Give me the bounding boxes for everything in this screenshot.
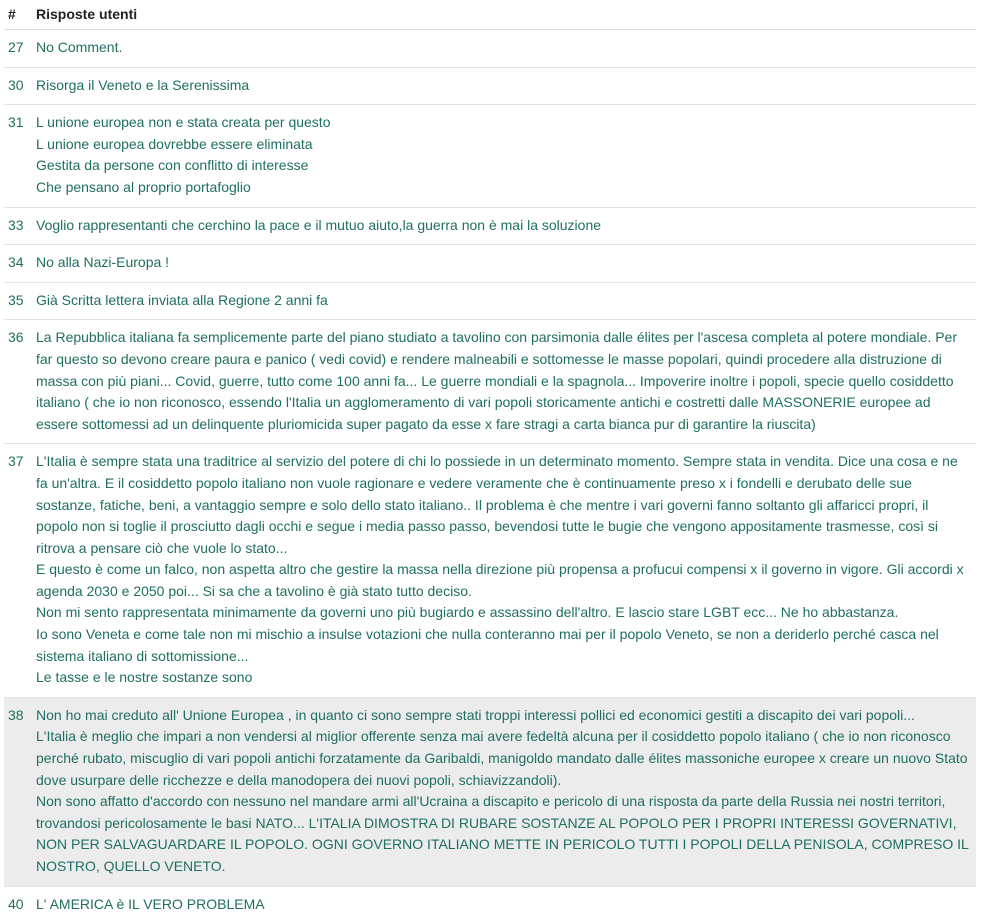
response-line: Io sono Veneta e come tale non mi mischio a insulse votazioni che nulla conteranno mai per il popolo Veneto, se non a deriderlo perché casca nel sistema italiano di sottomissione... — [36, 626, 939, 664]
response-text — [32, 105, 976, 207]
table-row — [4, 886, 976, 923]
response-line: Gestita da persone con conflitto di interesse — [36, 157, 309, 174]
response-line: L'Italia è meglio che impari a non vendersi al miglior offerente senza mai avere fedeltà alcuna per il cosiddetto popolo italiano ( che io non riconosco perché rubato, miscuglio di vari popoli antichi forzatamente da Garibaldi, manigoldo mandato dalle élites massoniche europee x creare un nuovo Stato dove usurpare delle ricchezze e della manodopera dei nuovi popoli, schiavizzandoli). — [36, 728, 968, 788]
response-text — [32, 67, 976, 105]
response-line: Voglio rappresentanti che cerchino la pace e il mutuo aiuto,la guerra non è mai la soluzione — [36, 216, 602, 233]
response-line: Già Scritta lettera inviata alla Regione 2 anni fa — [36, 291, 328, 308]
response-text — [32, 30, 976, 68]
response-line: Non ho mai creduto all' Unione Europea , in quanto ci sono sempre stati troppi interessi pollici ed economici gestiti a discapito dei vari popoli... — [36, 706, 915, 723]
table-row — [4, 30, 976, 68]
table-row — [4, 105, 976, 207]
response-line: Non mi sento rappresentata minimamente da governi uno più bugiardo e assassino dell'altro. E lascio stare LGBT ecc... Ne ho abbastanza. — [36, 604, 899, 621]
row-number: 30 — [4, 67, 32, 105]
response-line: L'Italia è sempre stata una traditrice al servizio del potere di chi lo possiede in un determinato momento. Sempre stata in vendita. Dice una cosa e ne fa un'altra. E il cosiddetto popolo italiano non vuole ragionare e vedere veramente che è continuamente preso x i fondelli e derubato delle sue sostanze, fatiche, beni, a vantaggio sempre e solo dello stato italiano.. Il problema è che mentre i vari governi fanno soltanto gli affaricci propri, il popolo non si toglie il prosciutto dagli occhi e segue i media passo passo, bevendosi tutte le bugie che vengono appositamente trasmesse, così si ritrova a pensare ciò che vuole lo stato... — [36, 453, 958, 556]
response-line: L unione europea non e stata creata per questo — [36, 114, 331, 131]
response-line: E questo è come un falco, non aspetta altro che gestire la massa nella direzione più propensa a profucui compensi x il governo in vigore. Gli accordi x agenda 2030 e 2050 poi... Si sa che a tavolino è già stato tutto deciso. — [36, 561, 964, 599]
response-text — [32, 444, 976, 698]
response-line: Le tasse e le nostre sostanze sono — [36, 669, 253, 686]
row-number: 37 — [4, 444, 32, 698]
response-text — [32, 320, 976, 444]
table-row — [4, 697, 976, 886]
response-line: L' AMERICA è IL VERO PROBLEMA — [36, 895, 265, 912]
row-number: 27 — [4, 30, 32, 68]
row-number: 33 — [4, 207, 32, 245]
response-text — [32, 207, 976, 245]
response-text — [32, 886, 976, 923]
row-number: 40 — [8, 895, 24, 912]
table-row — [4, 67, 976, 105]
row-number: 31 — [4, 105, 32, 207]
row-number: 38 — [4, 697, 32, 886]
response-line: No Comment. — [36, 39, 123, 55]
column-header-responses: Risposte utenti — [32, 0, 976, 30]
response-text — [32, 282, 976, 320]
row-number: 36 — [4, 320, 32, 444]
row-number: 35 — [4, 282, 32, 320]
table-row — [4, 207, 976, 245]
response-text — [32, 245, 976, 283]
response-line: Risorga il Veneto e la Serenissima — [36, 76, 250, 93]
response-line: Non sono affatto d'accordo con nessuno nel mandare armi all'Ucraina a discapito e pericolo di una risposta da parte della Russia nei nostri territori, trovandosi pericolosamente le basi NATO... L'ITALIA DIMOSTRA DI RUBARE SOSTANZE AL POPOLO PER I PROPRI INTERESSI GOVERNATIVI, NON PER SALVAGUARDARE IL POPOLO. OGNI GOVERNO ITALIANO METTE IN PERICOLO TUTTI I POPOLI DELLA PENISOLA, COMPRESO IL NOSTRO, QUELLO VENETO. — [36, 793, 969, 874]
table-row — [4, 245, 976, 283]
table-header-row — [4, 0, 976, 30]
table-row — [4, 444, 976, 698]
response-line: No alla Nazi-Europa ! — [36, 254, 170, 271]
table-row — [4, 320, 976, 444]
row-number: 34 — [4, 245, 32, 283]
table-row — [4, 282, 976, 320]
response-line: Che pensano al proprio portafoglio — [36, 178, 251, 195]
column-header-number: # — [4, 0, 32, 30]
responses-table — [4, 0, 976, 923]
response-line: L unione europea dovrebbe essere eliminata — [36, 135, 313, 152]
response-text — [32, 697, 976, 886]
response-line: La Repubblica italiana fa semplicemente parte del piano studiato a tavolino con parsimonia dalle élites per l'ascesa completa al potere mondiale. Per far questo so devono creare paura e panico ( vedi covid) e rendere malneabili e sottomesse le masse popolari, quindi procedere alla distruzione di massa con più piani... Covid, guerre, tutto come 100 anni fa... Le guerre mondiali e la spagnola... Impoverire inoltre i popoli, specie quello cosiddetto italiano ( che io non riconosco, essendo l'Italia un agglomeramento di vari popoli storicamente antichi e costretti dalle MASSONERIE europee ad essere sottomessi ad un delinquente pluriomicida super pagato da esse x fare stragi a carta bianca pur di garantire la riuscita) — [36, 329, 957, 432]
